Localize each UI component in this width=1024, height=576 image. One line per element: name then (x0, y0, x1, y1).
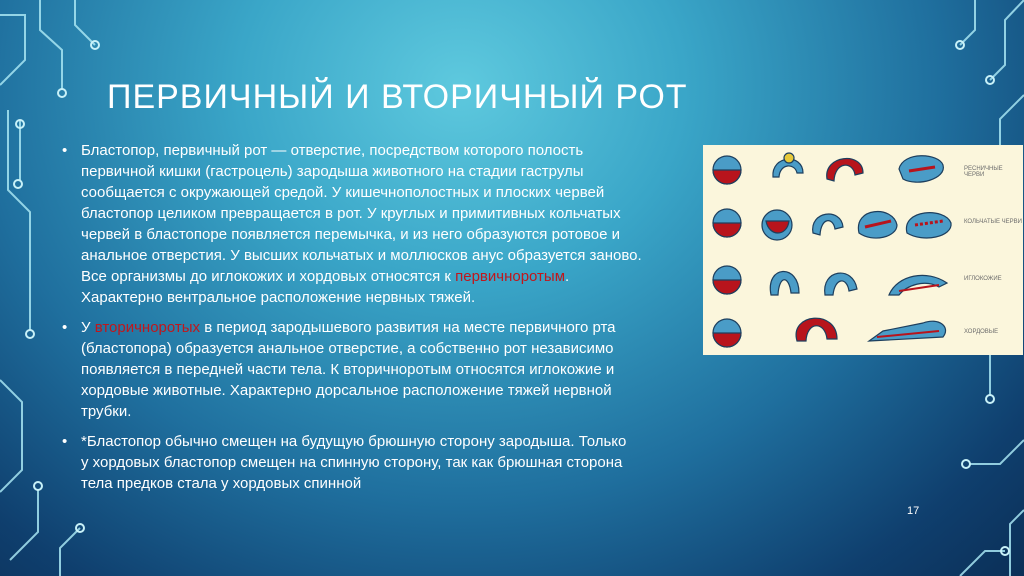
slide-title: ПЕРВИЧНЫЙ И ВТОРИЧНЫЙ РОТ (107, 78, 688, 116)
bullet-marker: • (62, 433, 68, 450)
bullet-text-part: в период зародышевого развития на месте первичного рта (бластопора) образуется анальное отверстие, а собственно рот независимо появляется в передней части тела. К вторичноротым относятся иглокожие и хордовые животные. Характерно дорсальное расположение тяжей нервной трубки. (81, 319, 616, 420)
bullet-text-part: Бластопор, первичный рот — отверстие, посредством которого полость первичной кишки (гастроцель) зародыша животного на стадии гаструлы сообщается с окружающей средой. У кишечнополостных и плоских червей бластопор целиком превращается в рот. У круглых и примитивных кольчатых червей в бластопоре появляется перемычка, и из него образуются ротовое и анальное отверстия. У высших кольчатых и моллюсков анус образуется заново. Все организмы до иглокожих и хордовых относятся к (81, 142, 642, 285)
figure-row-label: КОЛЬЧАТЫЕ ЧЕРВИ (964, 219, 1022, 225)
bullet-item (62, 317, 694, 422)
bullet-text-part: У (81, 319, 95, 336)
embryo-row-2 (713, 209, 951, 240)
bullet-item (62, 140, 694, 308)
embryo-row-3 (713, 266, 947, 295)
bullet-text (81, 317, 694, 422)
bullet-text (81, 431, 694, 494)
bullet-text-part: . Характерно вентральное расположение нервных тяжей. (81, 268, 570, 306)
embryo-row-4 (713, 318, 946, 347)
page-number: 17 (907, 505, 920, 517)
bullet-text (81, 140, 694, 308)
embryo-row-1 (713, 153, 943, 184)
bullet-list (62, 140, 694, 503)
bullet-item (62, 431, 694, 494)
highlight-term: вторичноротых (94, 319, 201, 336)
bullet-marker: • (62, 142, 68, 159)
embryo-illustrations (703, 145, 963, 355)
highlight-term: первичноротым (455, 268, 566, 285)
bullet-text-part: *Бластопор обычно смещен на будущую брюшную сторону зародыша. Только у хордовых бластопор смещен на спинную сторону, так как брюшная сторона тела предков стала у хордовых спинной (81, 433, 627, 492)
figure-row-label: ИГЛОКОЖИЕ (964, 276, 1002, 282)
figure-row-label: ХОРДОВЫЕ (964, 329, 999, 335)
figure-row-label: РЕСНИЧНЫЕ ЧЕРВИ (964, 166, 1003, 178)
bullet-marker: • (62, 319, 68, 336)
embryo-development-figure (703, 145, 1023, 355)
